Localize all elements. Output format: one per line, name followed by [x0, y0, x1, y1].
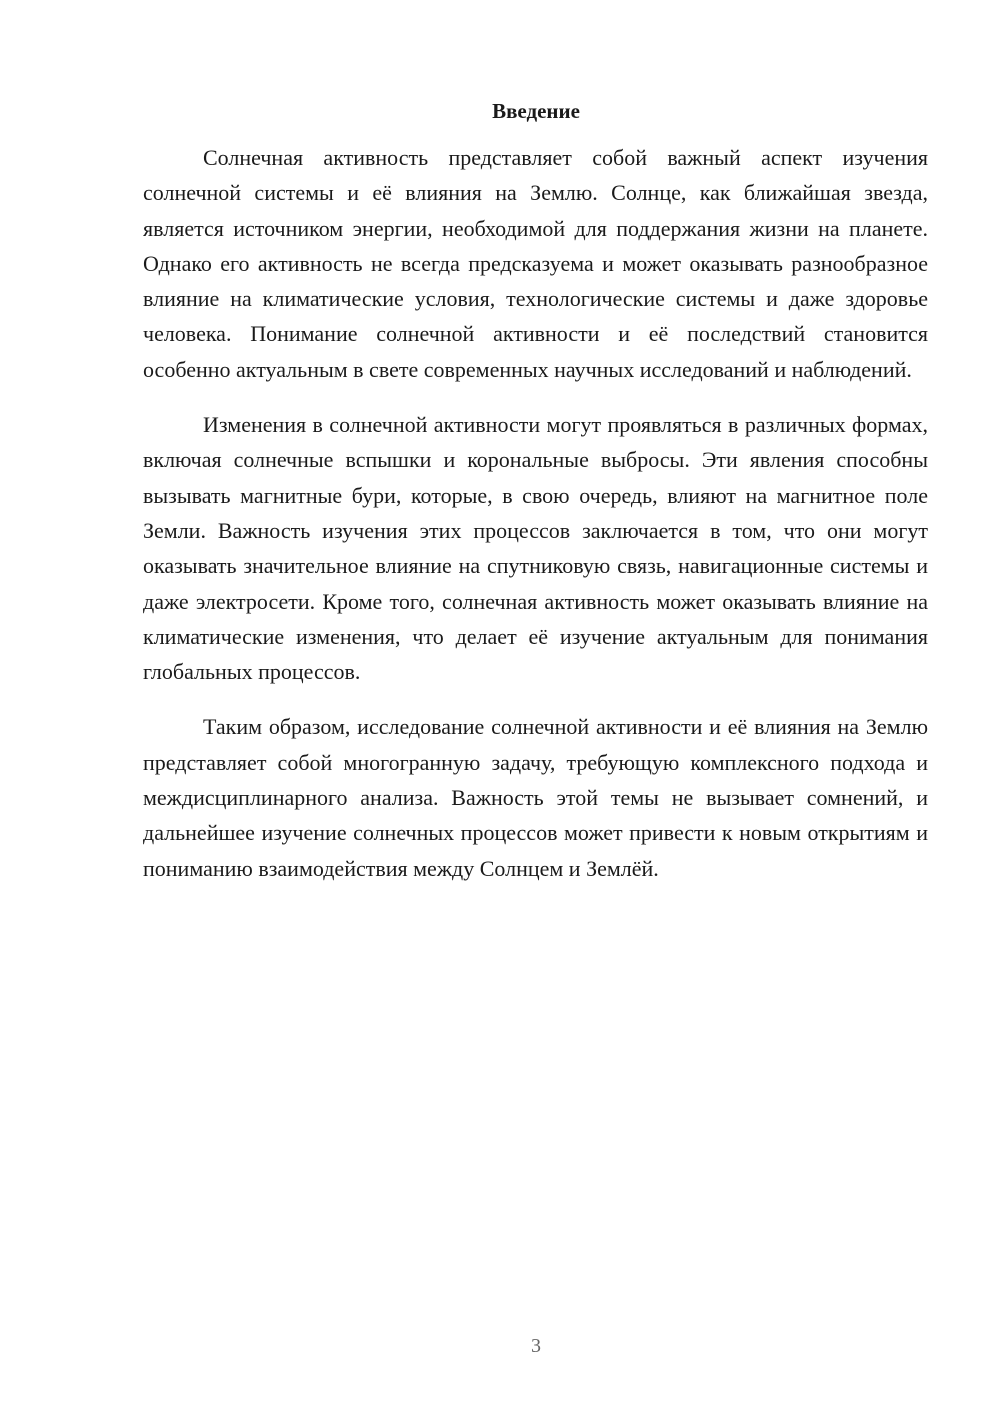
- page-number: 3: [531, 1335, 541, 1357]
- paragraph-3: Таким образом, исследование солнечной активности и её влияния на Землю представляет собой многогранную задачу, требующую комплексного подхода и междисциплинарного анализа. Важность этой темы не вызывает сомнений, и дальнейшее изучение солнечных процессов может привести к новым открытиям и пониманию взаимодействия между Солнцем и Землёй.: [143, 714, 928, 881]
- paragraph-1: Солнечная активность представляет собой важный аспект изучения солнечной системы и её влияния на Землю. Солнце, как ближайшая звезда, является источником энергии, необходимой для поддержания жизни на планете. Однако его активность не всегда предсказуема и может оказывать разнообразное влияние на климатические условия, технологические системы и даже здоровье человека. Понимание солнечной активности и её последствий становится особенно актуальным в свете современных научных исследований и наблюдений.: [143, 145, 928, 382]
- body-text: [143, 140, 928, 906]
- section-heading: Введение: [492, 99, 580, 123]
- paragraph-2: Изменения в солнечной активности могут проявляться в различных формах, включая солнечные вспышки и корональные выбросы. Эти явления способны вызывать магнитные бури, которые, в свою очередь, влияют на магнитное поле Земли. Важность изучения этих процессов заключается в том, что они могут оказывать значительное влияние на спутниковую связь, навигационные системы и даже электросети. Кроме того, солнечная активность может оказывать влияние на климатические изменения, что делает её изучение актуальным для понимания глобальных процессов.: [143, 412, 928, 685]
